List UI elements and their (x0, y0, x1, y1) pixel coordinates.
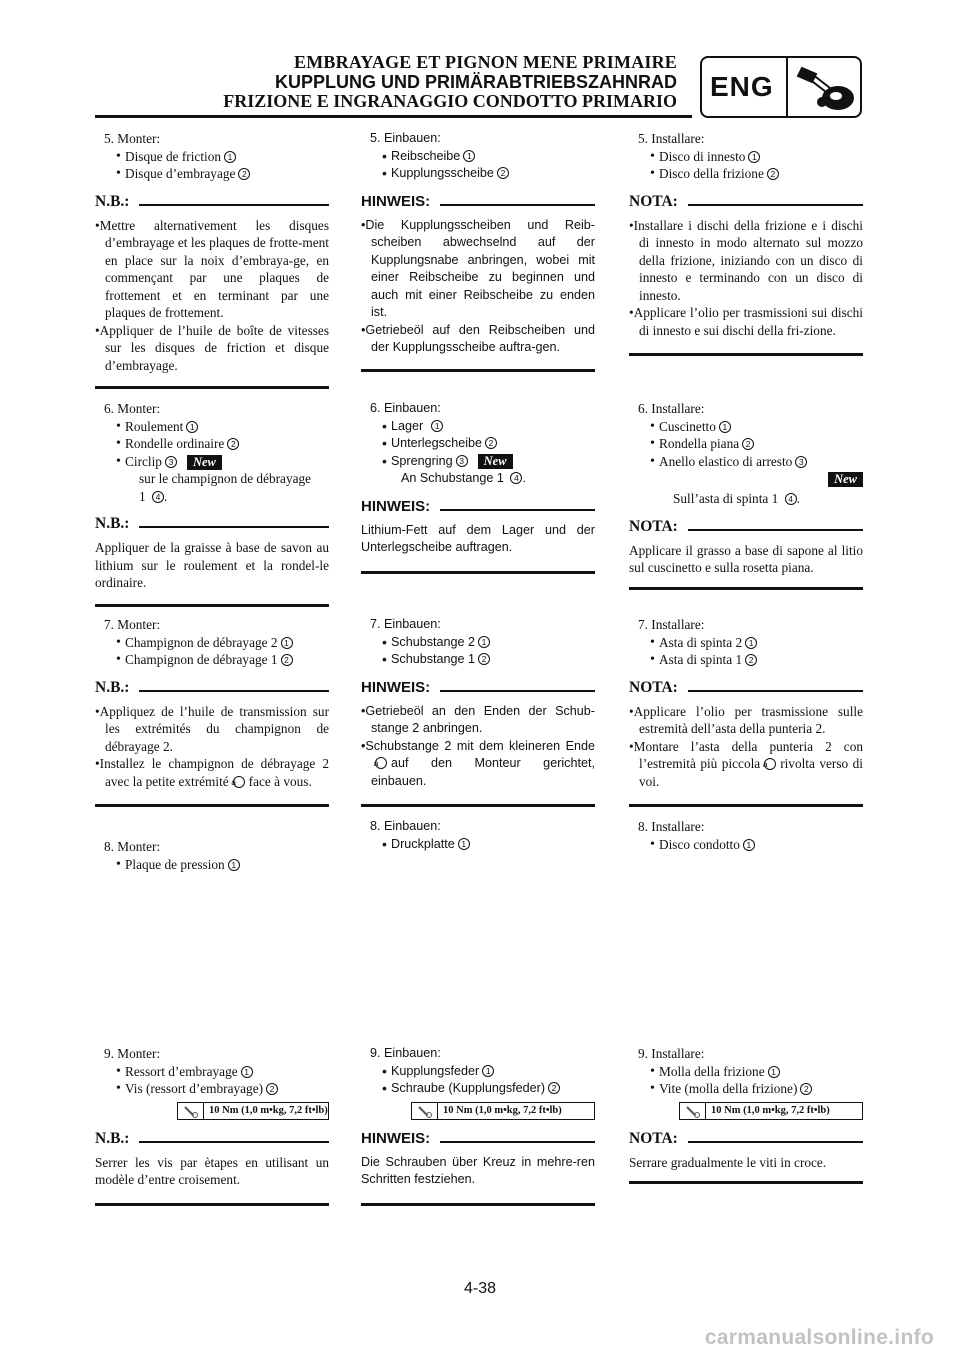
note-item: •Schubstange 2 mit dem kleineren Endea auf den Monteur gerichtet, einbauen. (361, 738, 595, 788)
ref-number: 1 (228, 859, 240, 871)
step-5-de (361, 130, 595, 372)
step-title: 8. Installare: (638, 819, 705, 834)
step-7-fr (95, 616, 329, 807)
section-end-rule (95, 804, 329, 807)
ref-number: 2 (281, 654, 293, 666)
step-5-it (629, 130, 863, 356)
ref-number: 4 (510, 472, 522, 484)
ref-number: 1 (186, 421, 198, 433)
list-item: • Champignon de débrayage 2 1 (95, 634, 329, 652)
step-title: 7. Monter: (104, 617, 161, 632)
step-9-de (361, 1045, 595, 1206)
list-item: • Ressort d’embrayage 1 (95, 1063, 329, 1081)
section-badge-label: ENG (710, 71, 774, 102)
step-6-it (629, 400, 863, 590)
section-end-rule (361, 571, 595, 574)
step-8-de (361, 818, 595, 853)
ref-number: 1 (748, 151, 760, 163)
note-body (361, 217, 595, 357)
ref-number: 2 (800, 1083, 812, 1095)
note-item: •Die Kupplungsscheiben und Reib-scheiben abwechselnd auf der Kupplungsnabe anbringen, wobei mit einer Reibscheibe zu beginnen und auch mit einer Reibscheibe zu enden ist. (361, 217, 595, 319)
note-body: Lithium-Fett auf dem Lager und der Unterlegscheibe auftragen. (361, 522, 595, 554)
item-subline: 1 4 . (139, 488, 168, 504)
header-title-de: KUPPLUNG UND PRIMÄRABTRIEBSZAHNRAD (275, 72, 677, 92)
note-header: N.B.: (95, 1128, 329, 1150)
list-item: • Disque d’embrayage 2 (95, 165, 329, 183)
section-end-rule (95, 1203, 329, 1206)
note-body: Appliquer de la graisse à base de savon au lithium sur le roulement et la rondel-le ordinaire. (95, 540, 329, 590)
list-item: • Cuscinetto 1 (629, 418, 863, 436)
note-header: NOTA: (629, 677, 863, 699)
section-end-rule (629, 804, 863, 807)
list-item: • Unterlegscheibe 2 (361, 435, 595, 453)
ref-number: 2 (227, 438, 239, 450)
note-item: •Installez le champignon de débrayage 2 avec la petite extrémité a face à vous. (95, 756, 329, 789)
section-end-rule (361, 804, 595, 807)
note-item: •Mettre alternativement les disques d’embrayage et les plaques de frotte-ment en place sur la noix d’embraya-ge, en commençant par une plaques de frottement et en terminant par une plaques de frottement. (95, 217, 329, 320)
header-rule (95, 115, 692, 118)
item-subline: sur le champignon de débrayage (139, 471, 312, 486)
item-subline: An Schubstange 1 4 . (401, 471, 526, 485)
engine-piston-icon (796, 62, 858, 114)
note-body (95, 703, 329, 791)
note-item: •Montare l’asta della punteria 2 con l’estremità più piccola a rivolta verso di voi. (629, 738, 863, 789)
ref-letter: a (375, 757, 387, 769)
list-item: • Lager 1 (361, 418, 595, 436)
watermark: carmanualsonline.info (704, 1326, 934, 1349)
step-title: 9. Monter: (104, 1046, 161, 1061)
ref-number: 3 (456, 455, 468, 467)
list-item: • Roulement 1 (95, 418, 329, 436)
ref-number: 1 (431, 420, 443, 432)
ref-number: 4 (785, 493, 797, 505)
section-end-rule (629, 1181, 863, 1184)
list-item: • Rondelle ordinaire 2 (95, 435, 329, 453)
ref-number: 2 (548, 1082, 560, 1094)
list-item: • Asta di spinta 2 1 (629, 634, 863, 652)
step-6-de (361, 400, 595, 574)
step-9-fr (95, 1045, 329, 1206)
ref-number: 2 (485, 437, 497, 449)
torque-wrench-icon (412, 1103, 438, 1119)
step-title: 5. Einbauen: (370, 131, 441, 145)
ref-number: 1 (743, 839, 755, 851)
note-header: NOTA: (629, 1128, 863, 1150)
list-item: • Schraube (Kupplungsfeder) 2 (361, 1080, 595, 1098)
note-header: NOTA: (629, 516, 863, 538)
ref-number: 1 (768, 1066, 780, 1078)
list-item: • Vis (ressort d’embrayage) 2 (95, 1080, 329, 1098)
list-item: • Asta di spinta 1 2 (629, 651, 863, 669)
list-item: • Anello elastico di arresto 3 (629, 453, 863, 471)
header-title-it: FRIZIONE E INGRANAGGIO CONDOTTO PRIMARIO (223, 91, 677, 111)
ref-letter: a (233, 776, 245, 788)
step-title: 7. Installare: (638, 617, 705, 632)
note-body (361, 703, 595, 791)
note-item: •Applicare l’olio per trasmissione sulle estremità dell’asta della punteria 2. (629, 703, 863, 736)
note-item: •Applicare l’olio per trasmissioni sui dischi di innesto e sui dischi della fri-zione. (629, 305, 863, 338)
note-header: HINWEIS: (361, 191, 595, 213)
ref-number: 1 (478, 636, 490, 648)
section-end-rule (95, 604, 329, 607)
step-title: 5. Installare: (638, 131, 705, 146)
note-header: HINWEIS: (361, 677, 595, 699)
ref-number: 2 (478, 653, 490, 665)
note-body (95, 217, 329, 375)
list-item: • Circlip 3 New (95, 453, 329, 471)
torque-spec: 10 Nm (1,0 m•kg, 7,2 ft•lb) (411, 1102, 595, 1120)
note-item: •Getriebeöl an den Enden der Schub-stange 2 anbringen. (361, 703, 595, 735)
note-body: Serrer les vis par ètapes en utilisant un modèle d’entre croisement. (95, 1154, 329, 1187)
ref-number: 2 (745, 654, 757, 666)
section-end-rule (361, 369, 595, 372)
section-badge (700, 56, 862, 118)
step-title: 6. Installare: (638, 401, 705, 416)
note-item: •Getriebeöl auf den Reibscheiben und der Kupplungsscheibe auftra-gen. (361, 322, 595, 354)
ref-letter: a (764, 758, 776, 770)
torque-spec: 10 Nm (1,0 m•kg, 7,2 ft•lb) (679, 1102, 863, 1120)
list-item: • Disque de friction 1 (95, 148, 329, 166)
torque-wrench-icon (178, 1103, 204, 1119)
new-part-badge: New (478, 454, 513, 469)
step-title: 9. Installare: (638, 1046, 705, 1061)
ref-number: 2 (266, 1083, 278, 1095)
header-title-fr: EMBRAYAGE ET PIGNON MENE PRIMAIRE (294, 52, 677, 72)
note-item: •Appliquer de l’huile de boîte de vitesses sur les disques de friction et disque d’embrayage. (95, 322, 329, 373)
new-part-badge: New (187, 455, 222, 470)
list-item: • Rondella piana 2 (629, 435, 863, 453)
step-9-it (629, 1045, 863, 1184)
section-end-rule (95, 386, 329, 389)
ref-number: 1 (719, 421, 731, 433)
ref-number: 3 (165, 456, 177, 468)
ref-number: 1 (463, 150, 475, 162)
torque-spec: 10 Nm (1,0 m•kg, 7,2 ft•lb) (177, 1102, 329, 1120)
list-item: • Disco condotto 1 (629, 836, 863, 854)
step-7-it (629, 616, 863, 807)
list-item: • Reibscheibe 1 (361, 148, 595, 166)
note-header: N.B.: (95, 513, 329, 535)
page-number: 4-38 (463, 1280, 497, 1297)
list-item: • Druckplatte 1 (361, 836, 595, 854)
note-header: N.B.: (95, 191, 329, 213)
note-header: N.B.: (95, 677, 329, 699)
item-subline: Sull’asta di spinta 1 4 . (673, 491, 800, 506)
note-header: HINWEIS: (361, 496, 595, 518)
ref-number: 2 (767, 168, 779, 180)
section-end-rule (629, 353, 863, 356)
step-title: 8. Einbauen: (370, 819, 441, 833)
note-body (629, 703, 863, 791)
section-end-rule (629, 587, 863, 590)
note-header: HINWEIS: (361, 1128, 595, 1150)
step-5-fr (95, 130, 329, 389)
step-title: 9. Einbauen: (370, 1046, 441, 1060)
torque-wrench-icon (680, 1103, 706, 1119)
ref-number: 3 (795, 456, 807, 468)
list-item: • Champignon de débrayage 1 2 (95, 651, 329, 669)
list-item: • Schubstange 1 2 (361, 651, 595, 669)
new-badge-row (629, 470, 863, 490)
list-item: • Sprengring 3 New (361, 453, 595, 471)
step-7-de (361, 616, 595, 807)
note-body: Applicare il grasso a base di sapone al litio sul cuscinetto e sulla rosetta piana. (629, 542, 863, 575)
list-item: • Kupplungsscheibe 2 (361, 165, 595, 183)
step-title: 7. Einbauen: (370, 617, 441, 631)
new-part-badge: New (828, 472, 863, 487)
step-title: 6. Monter: (104, 401, 161, 416)
step-title: 6. Einbauen: (370, 401, 441, 415)
ref-number: 2 (238, 168, 250, 180)
ref-number: 1 (224, 151, 236, 163)
list-item: • Molla della frizione 1 (629, 1063, 863, 1081)
ref-number: 1 (482, 1065, 494, 1077)
ref-number: 1 (241, 1066, 253, 1078)
step-8-fr (95, 838, 329, 873)
list-item: • Plaque de pression 1 (95, 856, 329, 874)
note-body: Die Schrauben über Kreuz in mehre-ren Schritten festziehen. (361, 1154, 595, 1186)
ref-number: 2 (497, 167, 509, 179)
step-6-fr (95, 400, 329, 607)
ref-number: 1 (281, 637, 293, 649)
note-header: NOTA: (629, 191, 863, 213)
ref-number: 1 (458, 838, 470, 850)
list-item: • Schubstange 2 1 (361, 634, 595, 652)
note-body: Serrare gradualmente le viti in croce. (629, 1154, 827, 1170)
note-body (629, 217, 863, 340)
step-title: 8. Monter: (104, 839, 161, 854)
ref-number: 1 (745, 637, 757, 649)
ref-number: 4 (152, 491, 164, 503)
list-item: • Kupplungsfeder 1 (361, 1063, 595, 1081)
step-8-it (629, 818, 863, 853)
ref-number: 2 (742, 438, 754, 450)
section-badge-divider (786, 58, 788, 116)
section-end-rule (361, 1203, 595, 1206)
list-item: • Disco di innesto 1 (629, 148, 863, 166)
step-title: 5. Monter: (104, 131, 161, 146)
list-item: • Vite (molla della frizione) 2 (629, 1080, 863, 1098)
note-item: •Installare i dischi della frizione e i dischi di innesto in modo alternato sul mozzo della frizione, iniziando con un disco di innesto e terminando con un disco di innesto. (629, 217, 863, 303)
list-item: • Disco della frizione 2 (629, 165, 863, 183)
note-item: •Appliquez de l’huile de transmission sur les extrémités du champignon de débrayage 2. (95, 703, 329, 754)
